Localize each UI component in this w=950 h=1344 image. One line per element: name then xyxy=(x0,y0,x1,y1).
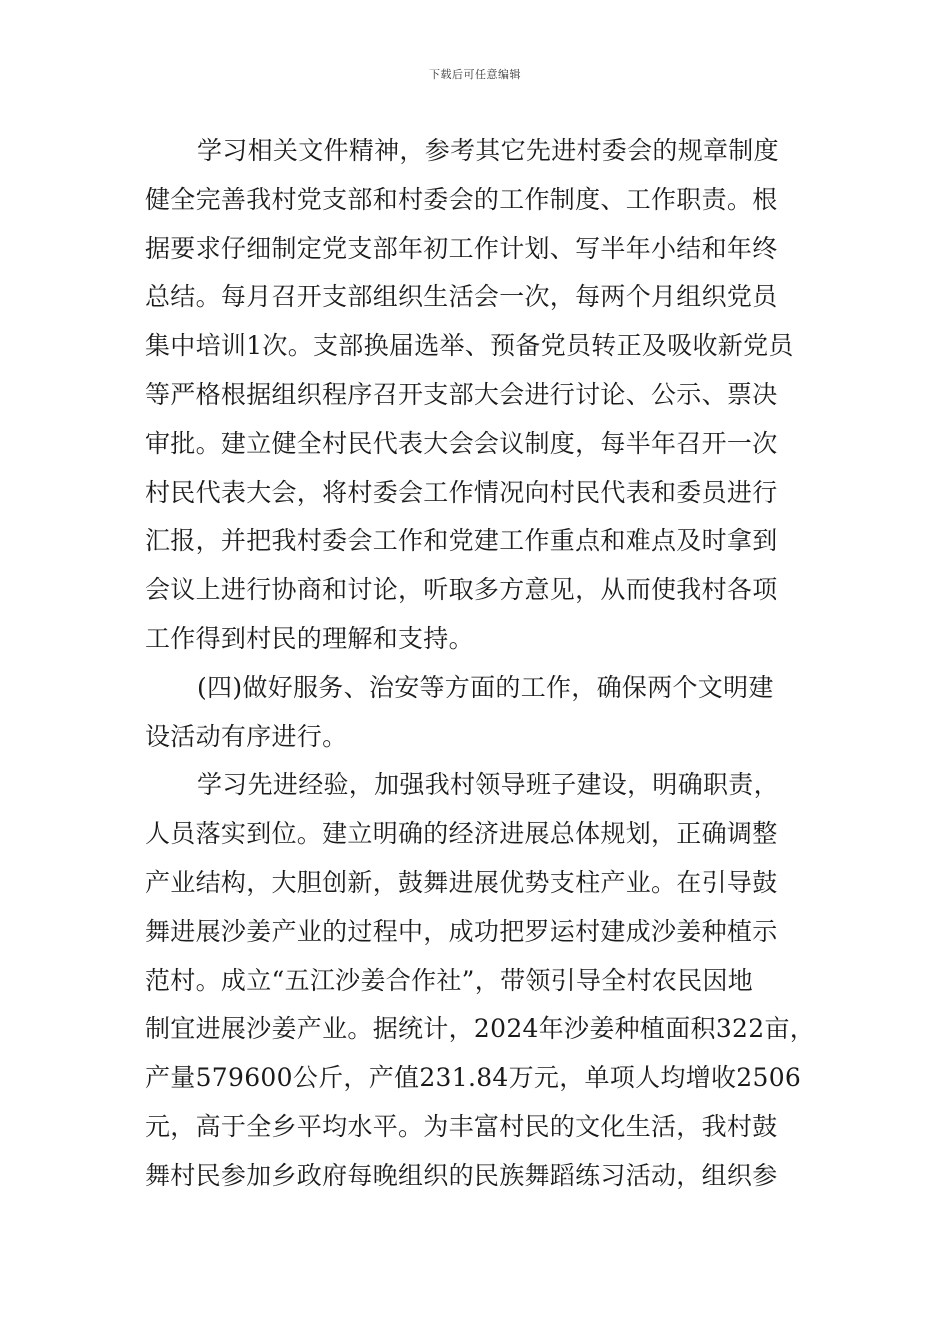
page-header: 下载后可任意编辑 xyxy=(429,68,521,81)
text-line: 村民代表大会，将村委会工作情况向村民代表和委员进行 xyxy=(145,477,778,507)
text-line: 元，高于全乡平均水平。为丰富村民的文化生活，我村鼓 xyxy=(145,1111,778,1141)
text-line: 总结。每月召开支部组织生活会一次，每两个月组织党员 xyxy=(145,282,778,312)
text-line: 产业结构，大胆创新，鼓舞进展优势支柱产业。在引导鼓 xyxy=(145,867,778,897)
document-body xyxy=(145,127,815,1201)
text-line: 据要求仔细制定党支部年初工作计划、写半年小结和年终 xyxy=(145,233,778,263)
text-line: 集中培训1次。支部换届选举、预备党员转正及吸收新党员 xyxy=(145,331,794,361)
text-line: 健全完善我村党支部和村委会的工作制度、工作职责。根 xyxy=(145,184,778,214)
text-line: 设活动有序进行。 xyxy=(145,721,348,751)
text-line: 学习先进经验，加强我村领导班子建设，明确职责， xyxy=(197,770,779,800)
text-line: 学习相关文件精神，参考其它先进村委会的规章制度 xyxy=(197,136,779,165)
text-line: 工作得到村民的理解和支持。 xyxy=(145,623,474,653)
text-line: 范村。成立“五江沙姜合作社”，带领引导全村农民因地 xyxy=(145,965,754,995)
text-line: 会议上进行协商和讨论，听取多方意见，从而使我村各项 xyxy=(145,575,778,605)
text-line: 等严格根据组织程序召开支部大会进行讨论、公示、票决 xyxy=(145,379,778,409)
text-line: 产量579600公斤，产值231.84万元，单项人均增收2506 xyxy=(145,1063,802,1093)
paragraph xyxy=(145,761,815,1200)
text-line: (四)做好服务、治安等方面的工作，确保两个文明建 xyxy=(197,672,774,702)
paragraph xyxy=(145,127,815,664)
text-line: 人员落实到位。建立明确的经济进展总体规划，正确调整 xyxy=(145,819,778,849)
text-line: 汇报，并把我村委会工作和党建工作重点和难点及时拿到 xyxy=(145,526,778,556)
paragraph xyxy=(145,664,815,762)
text-line: 舞村民参加乡政府每晚组织的民族舞蹈练习活动，组织参 xyxy=(145,1160,778,1190)
text-line: 舞进展沙姜产业的过程中，成功把罗运村建成沙姜种植示 xyxy=(145,916,778,946)
text-line: 审批。建立健全村民代表大会会议制度，每半年召开一次 xyxy=(145,428,778,458)
text-line: 制宜进展沙姜产业。据统计，2024年沙姜种植面积322亩， xyxy=(145,1014,816,1044)
